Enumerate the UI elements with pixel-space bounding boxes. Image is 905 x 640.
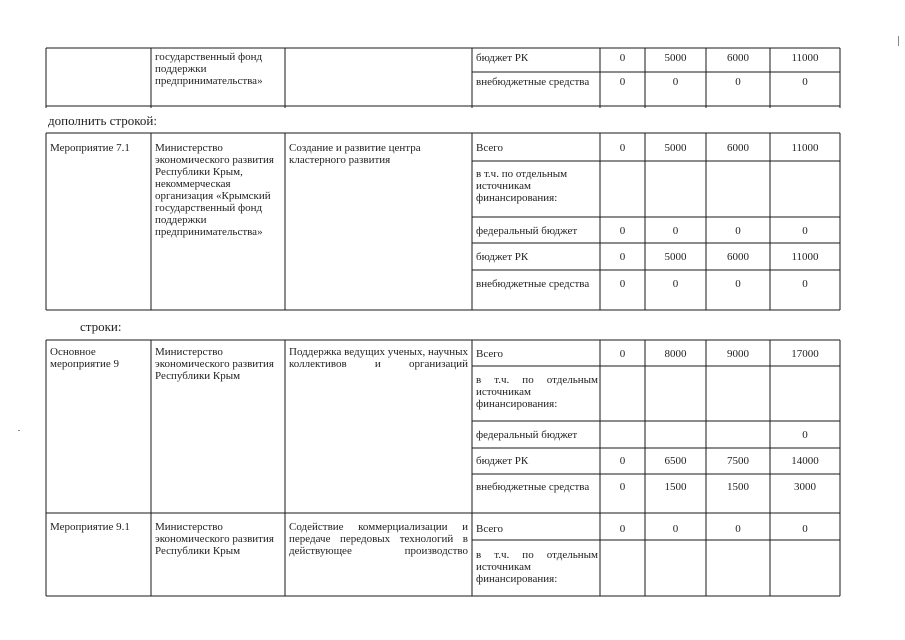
funding-value-9: 1500 bbox=[664, 481, 687, 493]
funding-value-9: 7500 bbox=[727, 455, 749, 467]
funding-value-91: 0 bbox=[672, 523, 679, 535]
funding-value-71: 0 bbox=[672, 225, 679, 237]
funding-source-9: в т.ч. по отдельным источникам финансирования: bbox=[476, 374, 598, 410]
funding-value-71: 11000 bbox=[791, 251, 819, 263]
funding-value-71: 5000 bbox=[664, 251, 687, 263]
funding-value-9: 3000 bbox=[794, 481, 816, 493]
funding-value-71: 0 bbox=[619, 251, 626, 263]
funding-source-71: федеральный бюджет bbox=[476, 225, 578, 237]
funding-value-71: 0 bbox=[802, 225, 808, 237]
funding-value-9: 1500 bbox=[727, 481, 749, 493]
funding-value-9: 17000 bbox=[791, 348, 819, 360]
funding-value-71: 0 bbox=[735, 225, 741, 237]
funding-value-71: 0 bbox=[672, 278, 679, 290]
heading-rows: строки: bbox=[80, 319, 122, 334]
funding-source-71: бюджет РК bbox=[476, 251, 529, 263]
funding-value-71: 0 bbox=[735, 278, 741, 290]
top-funding-value: 0 bbox=[802, 76, 808, 88]
funding-source-9: федеральный бюджет bbox=[476, 429, 578, 441]
funding-source-71: внебюджетные средства bbox=[476, 278, 590, 290]
funding-source-71: в т.ч. по отдельным источникам финансирования: bbox=[476, 168, 568, 204]
funding-value-9: 6500 bbox=[664, 455, 687, 467]
funding-value-71: 6000 bbox=[727, 142, 749, 154]
top-funding-value: 0 bbox=[619, 52, 626, 64]
top-funding-value: 0 bbox=[672, 76, 679, 88]
funding-value-91: 0 bbox=[802, 523, 808, 535]
funding-value-9: 0 bbox=[802, 429, 808, 441]
measure-9: Основное мероприятие 9 bbox=[50, 346, 120, 370]
funding-value-91: 0 bbox=[735, 523, 741, 535]
funding-value-71: 0 bbox=[619, 142, 626, 154]
top-funding-source: внебюджетные средства bbox=[476, 76, 590, 88]
funding-value-71: 11000 bbox=[791, 142, 819, 154]
heading-add-row: дополнить строкой: bbox=[48, 113, 157, 128]
responsible-71: Министерство экономического развития Республики Крым, некоммерческая организация «Крымский государственный фонд поддержки предпринимательства» bbox=[155, 142, 274, 238]
top-responsible-tail: государственный фонд поддержки предпринимательства» bbox=[155, 51, 263, 87]
funding-value-71: 0 bbox=[802, 278, 808, 290]
funding-value-9: 8000 bbox=[664, 348, 687, 360]
funding-value-9: 14000 bbox=[791, 455, 819, 467]
funding-source-91: в т.ч. по отдельным источникам финансирования: bbox=[476, 549, 598, 585]
top-funding-value: 11000 bbox=[791, 52, 819, 64]
funding-source-9: бюджет РК bbox=[476, 455, 529, 467]
funding-value-71: 6000 bbox=[727, 251, 749, 263]
funding-value-9: 0 bbox=[619, 481, 626, 493]
funding-value-71: 0 bbox=[619, 278, 626, 290]
funding-value-9: 0 bbox=[619, 348, 626, 360]
scan-mark bbox=[898, 36, 899, 46]
top-funding-value: 0 bbox=[735, 76, 741, 88]
funding-source-71: Всего bbox=[476, 142, 503, 154]
name-71: Создание и развитие центра кластерного развития bbox=[289, 142, 421, 166]
funding-value-9: 9000 bbox=[727, 348, 749, 360]
funding-source-9: внебюджетные средства bbox=[476, 481, 590, 493]
name-9: Поддержка ведущих ученых, научных коллективов и организаций bbox=[289, 346, 468, 370]
funding-value-9: 0 bbox=[619, 455, 626, 467]
scan-mark bbox=[18, 430, 20, 431]
funding-value-71: 5000 bbox=[664, 142, 687, 154]
top-funding-value: 6000 bbox=[727, 52, 749, 64]
funding-value-71: 0 bbox=[619, 225, 626, 237]
top-funding-value: 0 bbox=[619, 76, 626, 88]
measure-91: Мероприятие 9.1 bbox=[50, 521, 130, 533]
funding-source-9: Всего bbox=[476, 348, 503, 360]
measure-71: Мероприятие 7.1 bbox=[50, 142, 130, 154]
top-funding-value: 5000 bbox=[664, 52, 687, 64]
top-funding-source: бюджет РК bbox=[476, 52, 529, 64]
funding-value-91: 0 bbox=[619, 523, 626, 535]
responsible-91: Министерство экономического развития Республики Крым bbox=[155, 521, 274, 557]
name-91: Содействие коммерциализации и передаче передовых технологий в действующее производство bbox=[289, 521, 468, 557]
responsible-9: Министерство экономического развития Республики Крым bbox=[155, 346, 274, 382]
funding-source-91: Всего bbox=[476, 523, 503, 535]
